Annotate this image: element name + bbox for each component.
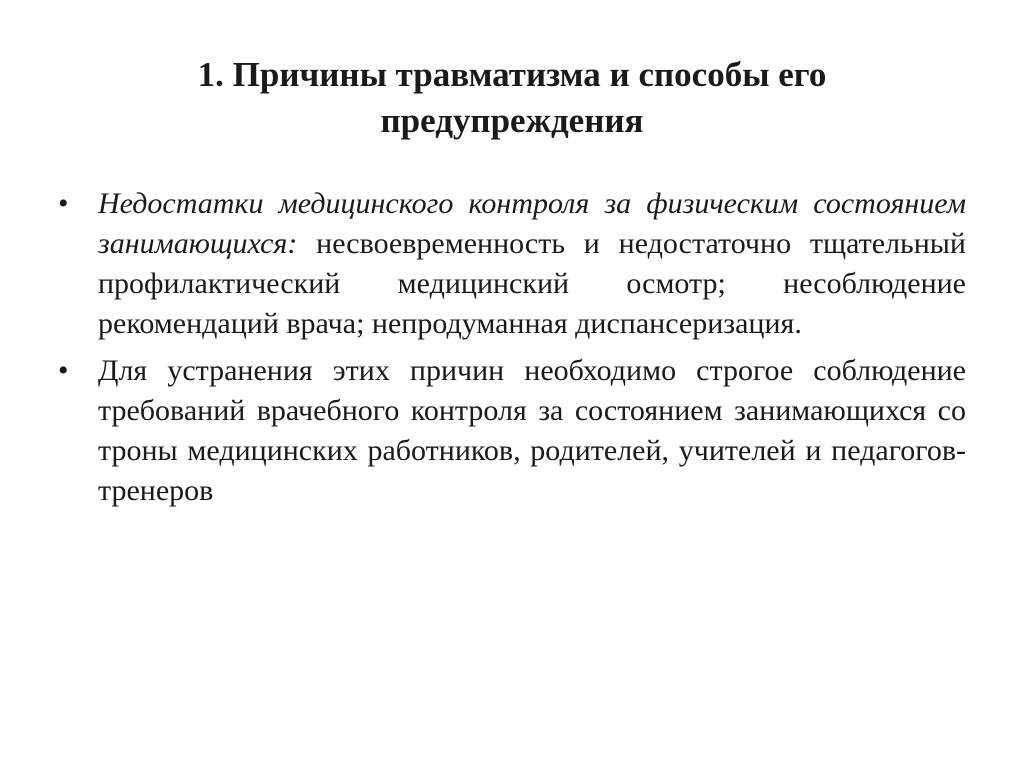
- slide-title-line-1: 1. Причины травматизма и способы его: [197, 55, 827, 94]
- bullet-list: [58, 184, 966, 518]
- bullet-icon: •: [58, 354, 69, 387]
- slide-title-line-2: предупреждения: [380, 101, 644, 140]
- bullet-1-text: несвоевременность и недостаточно тщательный профилактический медицинский осмотр; несоблюдение рекомендаций врача; непродуманная диспансеризация.: [98, 227, 966, 340]
- bullet-2-text: Для устранения этих причин необходимо строгое соблюдение требований врачебного контроля за состоянием занимающихся со троны медицинских работников, родителей, учителей и педагогов-тренеров: [98, 354, 966, 507]
- bullet-item-1: [58, 184, 966, 344]
- bullet-1-italic-lead: Недостатки медицинского контроля за физическим состоянием занимающихся:: [98, 187, 966, 260]
- bullet-item-2: [58, 351, 966, 511]
- bullet-icon: •: [58, 187, 69, 220]
- slide-title: [110, 52, 914, 144]
